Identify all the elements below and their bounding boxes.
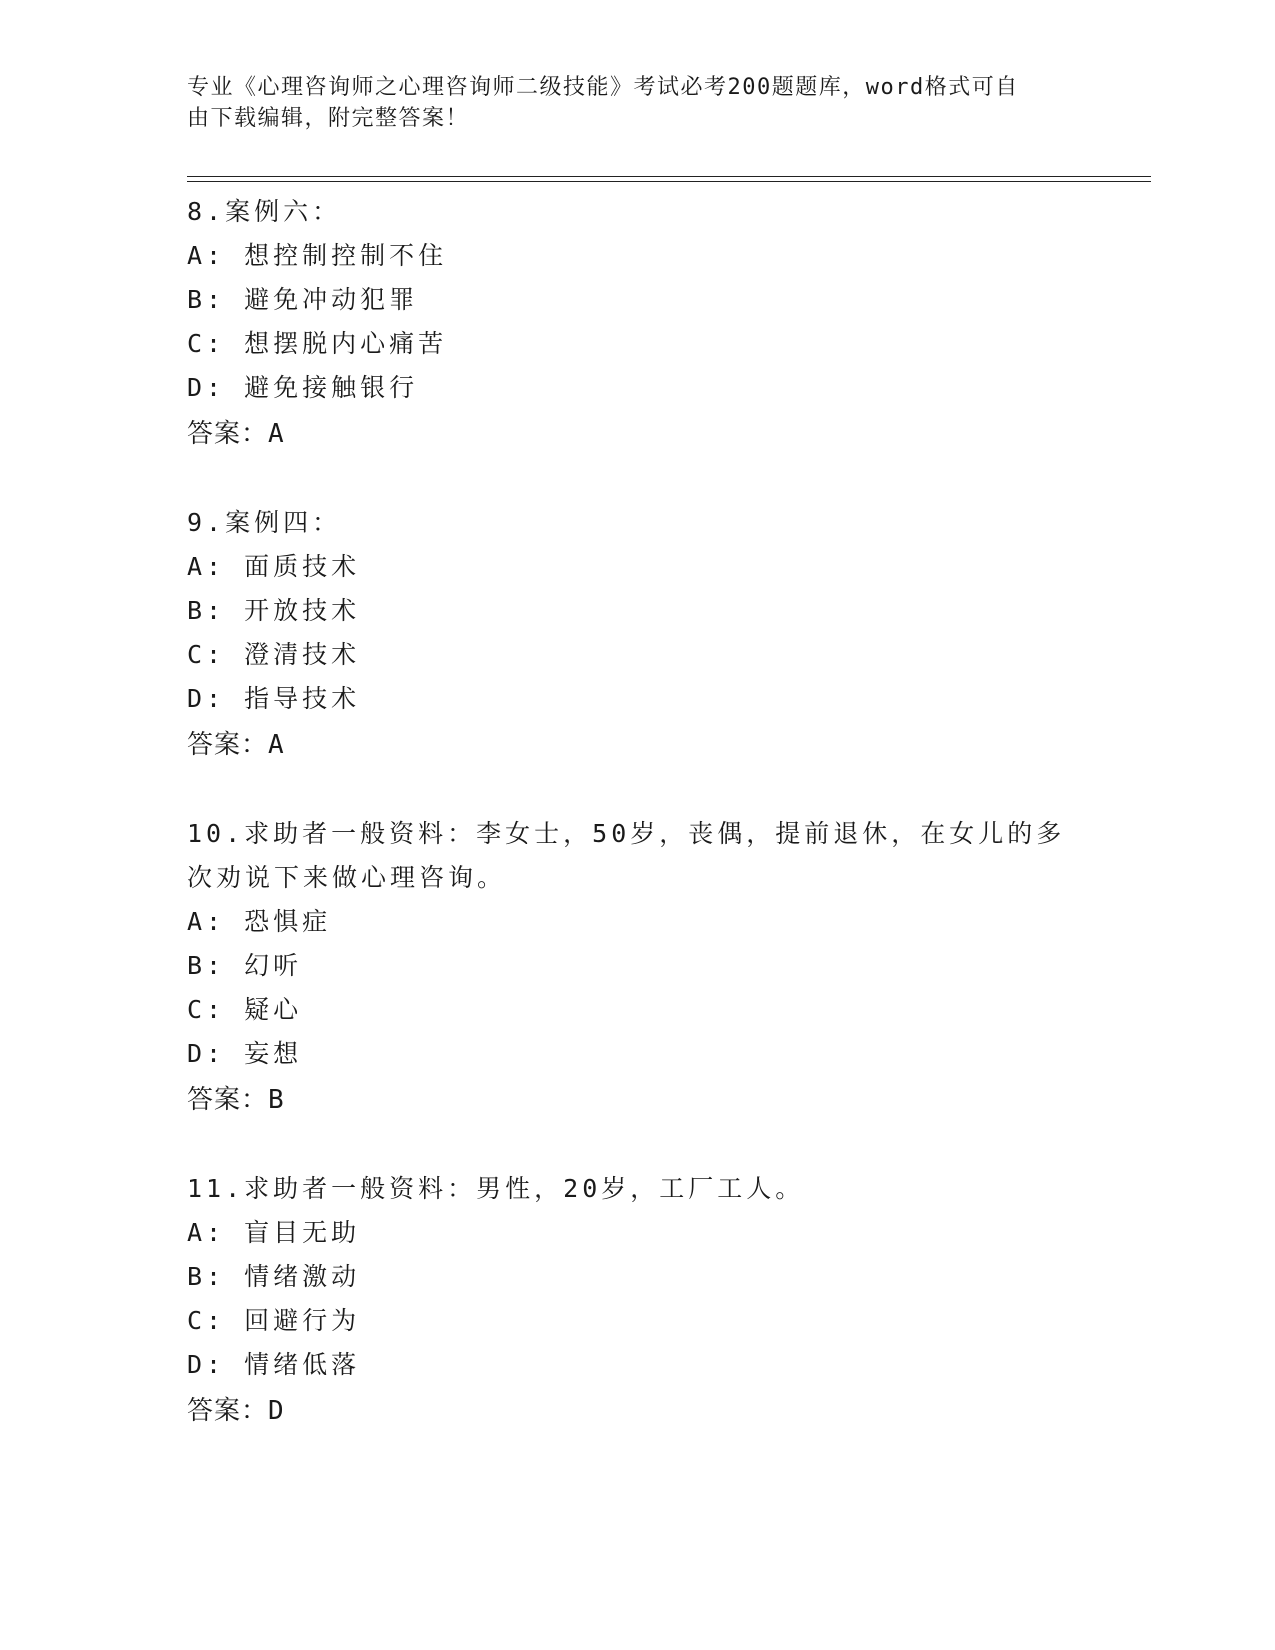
answer-line [187,410,1147,458]
question-9 [187,501,1147,769]
question-stem: 11.求助者一般资料：男性，20岁，工厂工人。 [187,1174,805,1203]
question-stem: 9.案例四： [187,508,342,537]
option-d: D: 妄想 [187,1039,303,1068]
answer-label: 答案： [187,1085,269,1115]
answer-line [187,1387,1147,1435]
option-c: C: 疑心 [187,995,303,1024]
option-b: B: 情绪激动 [187,1262,361,1291]
option-c: C: 澄清技术 [187,640,361,669]
answer-value: A [268,730,285,760]
document-header [187,72,1067,134]
question-8 [187,190,1147,458]
question-stem: 10.求助者一般资料：李女士，50岁，丧偶，提前退休，在女儿的多次劝说下来做心理咨询。 [187,819,1066,892]
header-divider-bottom [187,181,1151,182]
question-stem: 8.案例六： [187,197,342,226]
question-gap [187,769,1147,812]
option-a: A: 盲目无助 [187,1218,361,1247]
answer-line [187,721,1147,769]
answer-value: B [268,1085,285,1115]
question-gap [187,458,1147,501]
option-b: B: 避免冲动犯罪 [187,285,419,314]
question-10 [187,812,1147,1124]
answer-line [187,1076,1147,1124]
option-a: A: 想控制控制不住 [187,241,448,270]
option-c: C: 回避行为 [187,1306,361,1335]
option-a: A: 恐惧症 [187,907,332,936]
option-d: D: 避免接触银行 [187,373,419,402]
question-list [187,190,1147,1435]
answer-label: 答案： [187,730,269,760]
answer-value: D [268,1396,285,1426]
option-b: B: 开放技术 [187,596,361,625]
option-d: D: 指导技术 [187,684,361,713]
answer-label: 答案： [187,1396,269,1426]
option-a: A: 面质技术 [187,552,361,581]
option-d: D: 情绪低落 [187,1350,361,1379]
question-11 [187,1167,1147,1435]
header-line-2: 由下载编辑，附完整答案！ [187,106,470,131]
question-gap [187,1124,1147,1167]
answer-value: A [268,419,285,449]
header-divider-top [187,176,1151,177]
answer-label: 答案： [187,419,269,449]
option-b: B: 幻听 [187,951,303,980]
option-c: C: 想摆脱内心痛苦 [187,329,448,358]
header-line-1: 专业《心理咨询师之心理咨询师二级技能》考试必考200题题库，word格式可自 [187,75,1019,100]
